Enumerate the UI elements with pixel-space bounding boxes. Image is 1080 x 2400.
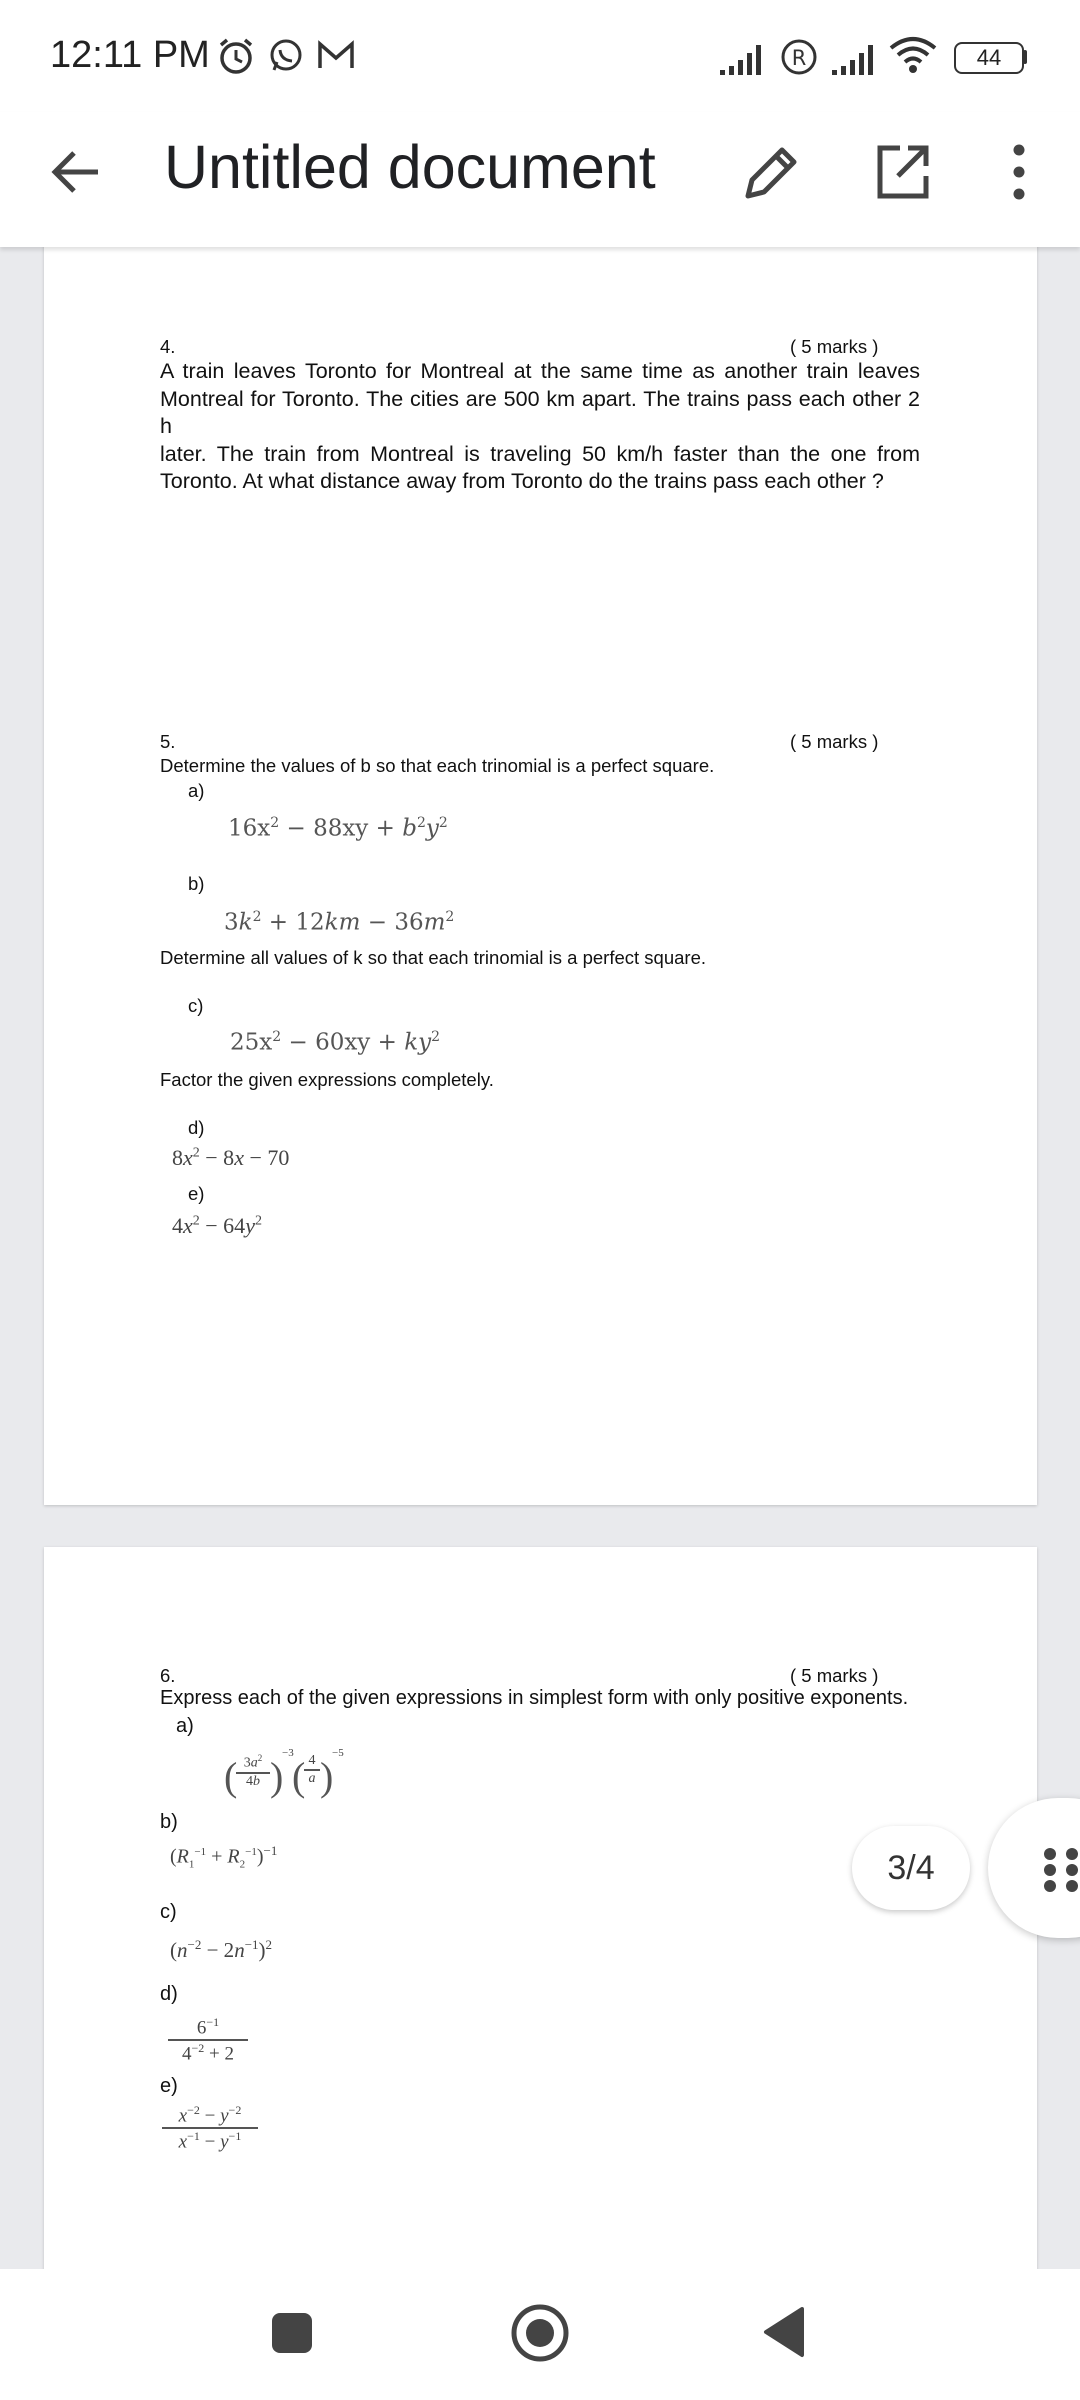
more-vert-icon[interactable] xyxy=(1000,140,1038,204)
part-label: a) xyxy=(176,1715,194,1737)
part-label: e) xyxy=(188,1183,205,1204)
part-label: d) xyxy=(160,1983,178,2005)
signal-icon xyxy=(718,40,770,76)
status-bar xyxy=(0,0,1080,112)
registered-icon xyxy=(780,38,818,76)
instruction-text: Factor the given expressions completely. xyxy=(160,1069,494,1090)
page-counter-text: 3/4 xyxy=(887,1849,935,1887)
svg-text:R: R xyxy=(791,46,807,70)
drag-dots-icon xyxy=(1042,1846,1080,1894)
instruction-text: Express each of the given expressions in simplest form with only positive exponents. xyxy=(160,1687,909,1709)
back-triangle-icon[interactable] xyxy=(762,2305,806,2359)
pencil-icon[interactable] xyxy=(740,140,800,204)
system-nav-bar xyxy=(0,2269,1080,2400)
math-expression: $4x^2 - 64y^2$ xyxy=(172,1213,262,1238)
text-line: Toronto. At what distance away from Toronto do the trains pass each other ? xyxy=(160,469,884,493)
math-expression: $3k^2 + 12km - 36m^2$ xyxy=(224,909,455,936)
math-expression: $6^{-1}$ $4^{-2} + 2$ xyxy=(168,2015,248,2066)
math-expression: $(n^{-2} - 2n^{-1})^2$ xyxy=(170,1937,273,1962)
text-line: A train leaves Toronto for Montreal at the same time as another train leaves xyxy=(160,359,920,383)
fraction: $3a^2$ 4b xyxy=(236,1753,270,1790)
math-expression: $25x^2 - 60xy + ky^2$ xyxy=(230,1029,441,1056)
text-line: later. The train from Montreal is traveling 50 km/h faster than the one from xyxy=(160,441,920,466)
question-text xyxy=(160,358,920,496)
math-expression: $16x^2 - 88xy + b^2y^2$ xyxy=(228,815,448,842)
math-expression: $(R_1^{-1} + R_2^{-1})^{-1}$ xyxy=(170,1843,278,1871)
page-counter xyxy=(852,1826,970,1910)
math-expression: $x^{-2} - y^{-2}$ $x^{-1} - y^{-1}$ xyxy=(162,2103,258,2154)
question-number: 6. xyxy=(160,1665,176,1686)
alarm-icon xyxy=(216,36,256,76)
fraction: 4 a xyxy=(304,1753,320,1787)
question-marks: ( 5 marks ) xyxy=(790,731,879,752)
part-label: e) xyxy=(160,2075,178,2097)
math-expression: $8x^2 - 8x - 70$ xyxy=(172,1145,290,1170)
battery-indicator xyxy=(954,42,1024,74)
question-number: 5. xyxy=(160,731,176,752)
battery-level: 44 xyxy=(976,45,1002,70)
part-label: b) xyxy=(160,1811,178,1833)
part-label: c) xyxy=(188,995,204,1016)
question-marks: ( 5 marks ) xyxy=(790,336,879,357)
home-icon[interactable] xyxy=(510,2303,570,2363)
instruction-text: Determine all values of k so that each trinomial is a perfect square. xyxy=(160,947,707,968)
document-canvas[interactable] xyxy=(0,247,1080,2269)
question-number: 4. xyxy=(160,336,176,357)
document-title[interactable]: Untitled document xyxy=(164,133,656,201)
part-label: c) xyxy=(160,1901,177,1923)
question-marks: ( 5 marks ) xyxy=(790,1665,879,1686)
document-page xyxy=(44,247,1037,1505)
wifi-icon xyxy=(888,36,938,76)
status-time: 12:11 PM xyxy=(50,34,210,76)
math-expression: ( $3a^2$ 4b ) −3 ( 4 a ) −5 xyxy=(224,1747,344,1799)
battery-tip xyxy=(1023,50,1027,64)
part-label: b) xyxy=(188,873,205,894)
part-label: a) xyxy=(188,780,205,801)
open-external-icon[interactable] xyxy=(872,140,934,204)
whatsapp-icon xyxy=(268,38,304,74)
signal-icon-2 xyxy=(830,40,882,76)
gmail-icon xyxy=(316,40,356,72)
back-arrow-icon[interactable] xyxy=(48,142,108,202)
instruction-text: Determine the values of b so that each trinomial is a perfect square. xyxy=(160,755,715,776)
app-bar xyxy=(0,112,1080,247)
recents-icon[interactable] xyxy=(270,2311,314,2355)
part-label: d) xyxy=(188,1117,205,1138)
text-line: Montreal for Toronto. The cities are 500 km apart. The trains pass each other 2 h xyxy=(160,386,920,438)
